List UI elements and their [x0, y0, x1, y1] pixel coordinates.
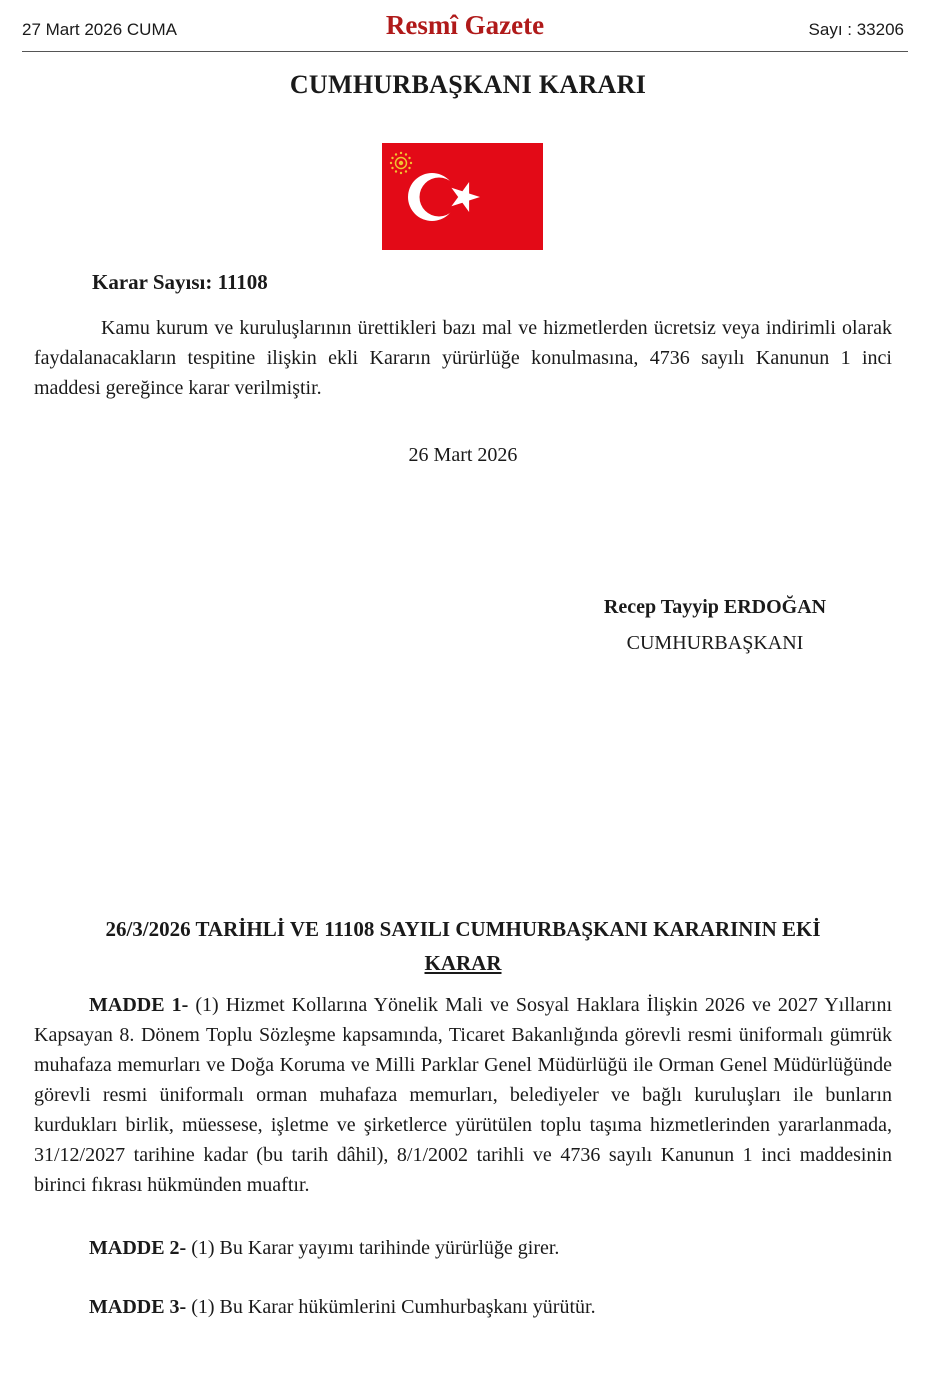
article-3: [34, 1292, 892, 1322]
document-title: CUMHURBAŞKANI KARARI: [289, 70, 647, 99]
signer-title: CUMHURBAŞKANI: [626, 632, 804, 654]
annex-title: [34, 912, 892, 980]
intro-paragraph: Kamu kurum ve kuruluşlarının ürettikleri bazı mal ve hizmetlerden ücretsiz veya indirimli olarak faydalanacakların tespitine ilişkin ekli Kararın yürürlüğe konulmasına, 4736 sayılı Kanunun 1 inci maddesi gereğince karar verilmiştir.: [34, 317, 892, 399]
article-text: (1) Bu Karar hükümlerini Cumhurbaşkanı yürütür.: [186, 1296, 596, 1318]
decision-number: Karar Sayısı: 11108: [92, 270, 268, 294]
signature-block: [560, 594, 870, 656]
article-text: (1) Bu Karar yayımı tarihinde yürürlüğe girer.: [186, 1237, 560, 1259]
annex-title-line1: 26/3/2026 TARİHLİ VE 11108 SAYILI CUMHURBAŞKANI KARARININ EKİ: [105, 917, 821, 941]
gazette-header: [22, 10, 908, 50]
issue-number: Sayı : 33206: [808, 20, 904, 39]
article-label: MADDE 3-: [89, 1296, 187, 1318]
gazette-title: Resmî Gazete: [385, 10, 545, 40]
article-label: MADDE 2-: [89, 1237, 187, 1259]
article-1: [34, 990, 892, 1200]
header-divider: [22, 51, 908, 52]
decision-date: 26 Mart 2026: [408, 444, 518, 466]
signer-name: Recep Tayyip ERDOĞAN: [603, 596, 827, 618]
header-date: 27 Mart 2026 CUMA: [22, 20, 177, 39]
article-text: (1) Hizmet Kollarına Yönelik Mali ve Sosyal Haklara İlişkin 2026 ve 2027 Yıllarını Kapsayan 8. Dönem Toplu Sözleşme kapsamında, Ticaret Bakanlığında görevli resmi üniformalı gümrük muhafaza memurları ve Doğa Koruma ve Milli Parklar Genel Müdürlüğü ile Orman Genel Müdürlüğünde görevli resmi üniformalı orman muhafaza memurları, belediyeler ve bağlı kuruluşları ile bunların kurdukları birlik, müessese, işletme ve şirketlerce yürütülen toplu taşıma hizmetlerinden yararlanmada, 31/12/2027 tarihine kadar (bu tarih dâhil), 8/1/2002 tarihli ve 4736 sayılı Kanunun 1 inci maddesinin birinci fıkrası hükmünden muaftır.: [34, 994, 892, 1196]
article-2: [34, 1233, 892, 1263]
turkish-flag-icon: [382, 143, 543, 250]
annex-title-line2: KARAR: [424, 951, 502, 975]
article-label: MADDE 1-: [89, 994, 189, 1016]
